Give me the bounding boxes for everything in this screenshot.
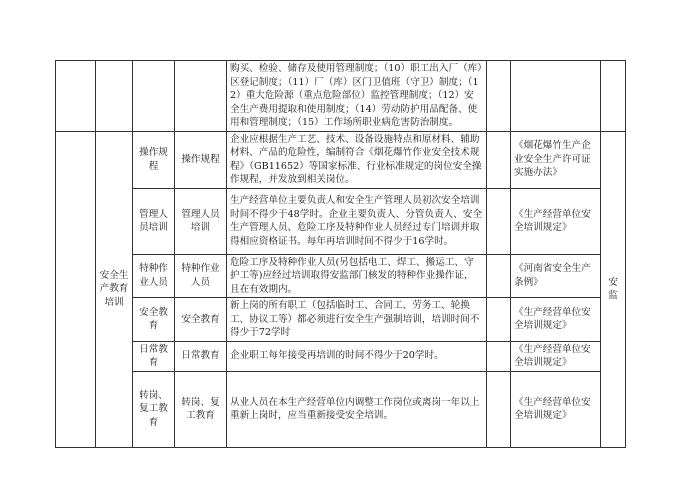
cell-empty [487,298,511,342]
cell-empty [56,61,96,132]
subitem-cell: 日常教育 [175,341,227,371]
subitem-cell: 管理人员培训 [175,188,227,254]
basis-cell: 《烟花爆竹生产企业安全生产许可证实施办法》 [511,131,601,188]
requirement-cell: 危险工序及特种作业人员(另包括电工、焊工、搬运工、守护工等)应经过培训取得安监部门核发的特种作业操作证，且在有效期内。 [227,254,487,298]
subitem-cell: 操作规程 [175,131,227,188]
cell-empty [175,61,227,132]
section-label: 安全生产教育培训 [96,131,133,447]
cell-empty [56,131,96,447]
subitem-cell: 特种作业人员 [175,254,227,298]
table-row [56,371,626,447]
table-row [56,188,626,254]
cell-empty [487,61,511,132]
safety-requirements-table [55,60,626,448]
requirement-cell: 企业职工每年接受再培训的时间不得少于20学时。 [227,341,487,371]
cell-empty [601,61,626,132]
basis-cell: 《生产经营单位安全培训规定》 [511,371,601,447]
table-row-continued [56,61,626,132]
subitem-cell: 转岗、复工教育 [175,371,227,447]
subitem-cell: 安全教育 [175,298,227,342]
table-row [56,298,626,342]
item-cell: 转岗、复工教育 [133,371,175,447]
item-cell: 操作规程 [133,131,175,188]
basis-cell: 《生产经营单位安全培训规定》 [511,298,601,342]
cell-empty [487,371,511,447]
table-row [56,341,626,371]
basis-cell: 《生产经营单位安全培训规定》 [511,341,601,371]
item-cell: 管理人员培训 [133,188,175,254]
cell-empty [487,188,511,254]
cell-empty [511,61,601,132]
cell-empty [133,61,175,132]
item-cell: 特种作业人员 [133,254,175,298]
basis-cell: 《生产经营单位安全培训规定》 [511,188,601,254]
extra-cell: 安监 [601,131,626,447]
item-cell: 日常教育 [133,341,175,371]
requirement-cell: 从业人员在本生产经营单位内调整工作岗位或离岗一年以上重新上岗时，应当重新接受安全培训。 [227,371,487,447]
cell-empty [96,61,133,132]
requirement-cell: 新上岗的所有职工（包括临时工、合同工、劳务工、轮换工、协议工等）都必须进行安全生产强制培训，培训时间不得少于72学时 [227,298,487,342]
requirement-cell: 购买、检验、储存及使用管理制度；（10）职工出入厂（库）区登记制度；（11）厂（库）区门卫值班（守卫）制度；（12）重大危险源（重点危险部位）监控管理制度；（12）安全生产费用提取和使用制度；（14）劳动防护用品配备、使用和管理制度；（15）工作场所职业病危害防治制度。 [227,61,487,132]
cell-empty [487,254,511,298]
table-row [56,254,626,298]
cell-empty [487,131,511,188]
item-cell: 安全教育 [133,298,175,342]
table-row [56,131,626,188]
requirement-cell: 生产经营单位主要负责人和安全生产管理人员初次安全培训时间不得少于48学时。企业主要负责人、分管负责人、安全生产管理人员、危险工序及特种作业人员经过专门培训并取得相应资格证书。每年再培训时间不得少于16学时。 [227,188,487,254]
cell-empty [487,341,511,371]
requirement-cell: 企业应根据生产工艺、技术、设备设施特点和原材料、辅助材料、产品的危险性，编制符合《烟花爆竹作业安全技术规程》（GB11652）等国家标准、行业标准规定的岗位安全操作规程，并发放到相关岗位。 [227,131,487,188]
basis-cell: 《河南省安全生产条例》 [511,254,601,298]
